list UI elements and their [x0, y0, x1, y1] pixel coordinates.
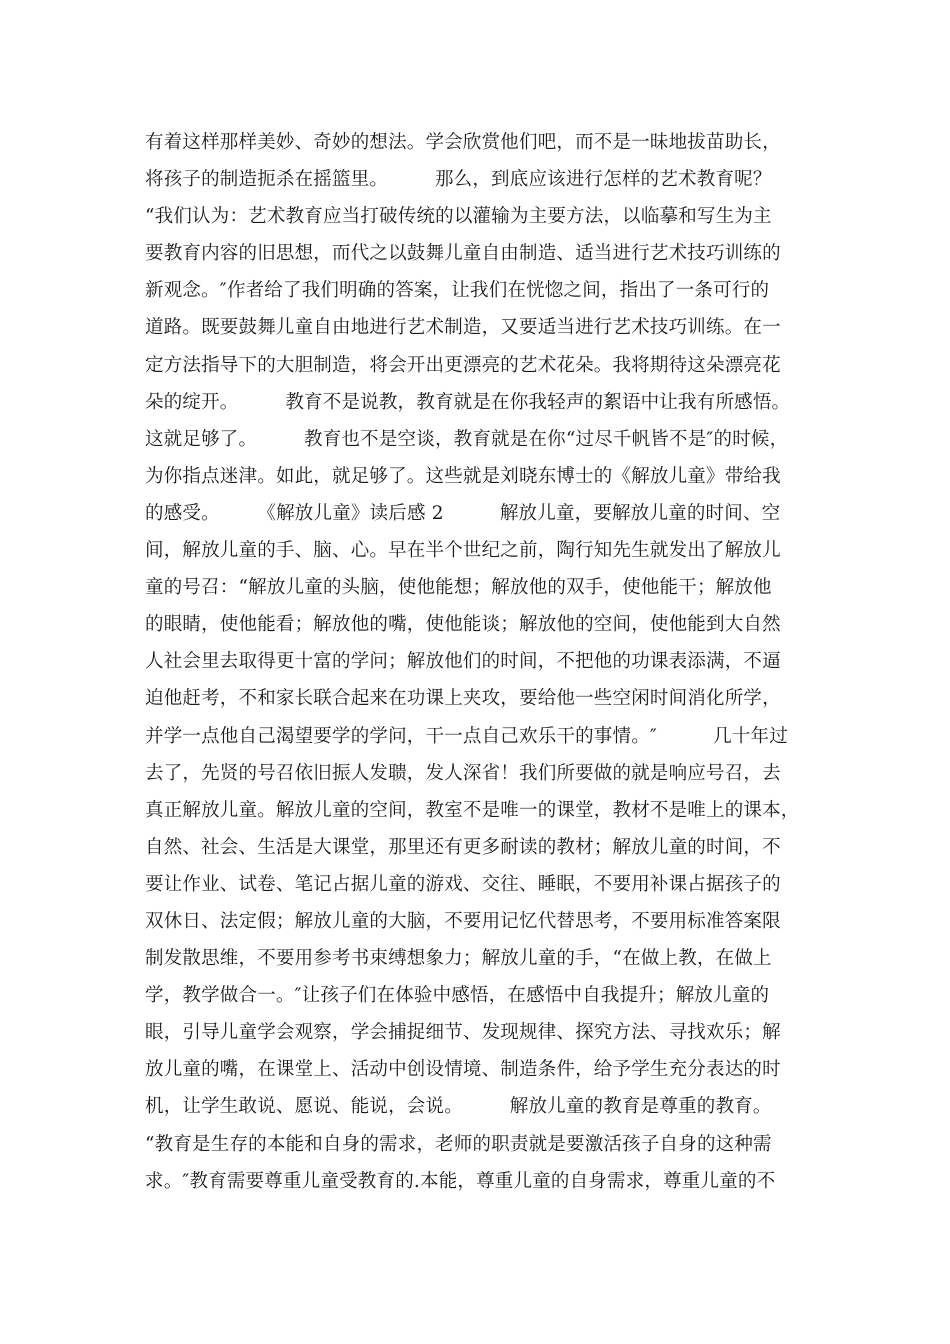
document-body-text: [145, 124, 810, 1200]
text-line: 眼，引导儿童学会观察，学会捕捉细节、发现规律、探究方法、寻找欢乐；解: [145, 1022, 781, 1044]
text-line: 朵的绽开。 教育不是说教，教育就是在你我轻声的絮语中让我有所感悟。: [145, 391, 791, 413]
text-line: 学，教学做合一。″让孩子们在体验中感悟，在感悟中自我提升；解放儿童的: [145, 985, 770, 1007]
text-line: 新观念。″作者给了我们明确的答案，让我们在恍惚之间，指出了一条可行的: [145, 280, 770, 302]
text-line: 真正解放儿童。解放儿童的空间，教室不是唯一的课堂，教材不是唯上的课本，: [145, 799, 800, 821]
text-line: 求。″教育需要尊重儿童受教育的.本能，尊重儿童的自身需求，尊重儿童的不: [145, 1170, 776, 1192]
text-line: 自然、社会、生活是大课堂，那里还有更多耐读的教材；解放儿童的时间，不: [145, 836, 781, 858]
text-line: 定方法指导下的大胆制造，将会开出更漂亮的艺术花朵。我将期待这朵漂亮花: [145, 354, 781, 376]
text-line: 放儿童的嘴，在课堂上、活动中创设情境、制造条件，给予学生充分表达的时: [145, 1059, 781, 1081]
text-line: 有着这样那样美妙、奇妙的想法。学会欣赏他们吧，而不是一昧地拔苗助长，: [145, 132, 781, 153]
text-line: 并学一点他自己渴望要学的学问，干一点自己欢乐干的事情。″ 几十年过: [145, 725, 788, 747]
text-line: 这就足够了。 教育也不是空谈，教育就是在你“过尽千帆皆不是″的时候，: [145, 428, 789, 450]
text-line: 童的号召：“解放儿童的头脑，使他能想；解放他的双手，使他能干；解放他: [145, 577, 772, 599]
text-line: 将孩子的制造扼杀在摇篮里。 那么，到底应该进行怎样的艺术教育呢？: [145, 169, 772, 191]
text-line: 迫他赶考，不和家长联合起来在功课上夹攻，要给他一些空闲时间消化所学，: [145, 688, 781, 710]
text-line: 双休日、法定假；解放儿童的大脑，不要用记忆代替思考，不要用标准答案限: [145, 910, 781, 932]
text-line: 机，让学生敢说、愿说、能说，会说。 解放儿童的教育是尊重的教育。: [145, 1096, 772, 1118]
text-line: 为你指点迷津。如此，就足够了。这些就是刘晓东博士的《解放儿童》带给我: [145, 465, 781, 487]
text-line: “教育是生存的本能和自身的需求，老师的职责就是要激活孩子自身的这种需: [145, 1133, 772, 1155]
text-line: 制发散思维，不要用参考书束缚想象力；解放儿童的手，“在做上教，在做上: [145, 948, 772, 970]
text-line: “我们认为：艺术教育应当打破传统的以灌输为主要方法，以临摹和写生为主: [145, 206, 772, 228]
text-line: 去了，先贤的号召依旧振人发聩，发人深省！我们所要做的就是响应号召，去: [145, 762, 781, 784]
text-line: 间，解放儿童的手、脑、心。早在半个世纪之前，陶行知先生就发出了解放儿: [145, 540, 781, 562]
text-line: 的眼睛，使他能看；解放他的嘴，使他能谈；解放他的空间，使他能到大自然: [145, 614, 781, 636]
text-line: 要教育内容的旧思想，而代之以鼓舞儿童自由制造、适当进行艺术技巧训练的: [145, 243, 781, 265]
text-line: 的感受。 《解放儿童》读后感 2 解放儿童，要解放儿童的时间、空: [145, 502, 781, 524]
text-line: 道路。既要鼓舞儿童自由地进行艺术制造，又要适当进行艺术技巧训练。在一: [145, 317, 781, 339]
text-line: 要让作业、试卷、笔记占据儿童的游戏、交往、睡眠，不要用补课占据孩子的: [145, 873, 781, 895]
text-line: 人社会里去取得更十富的学问；解放他们的时间，不把他的功课表添满，不逼: [145, 651, 781, 673]
